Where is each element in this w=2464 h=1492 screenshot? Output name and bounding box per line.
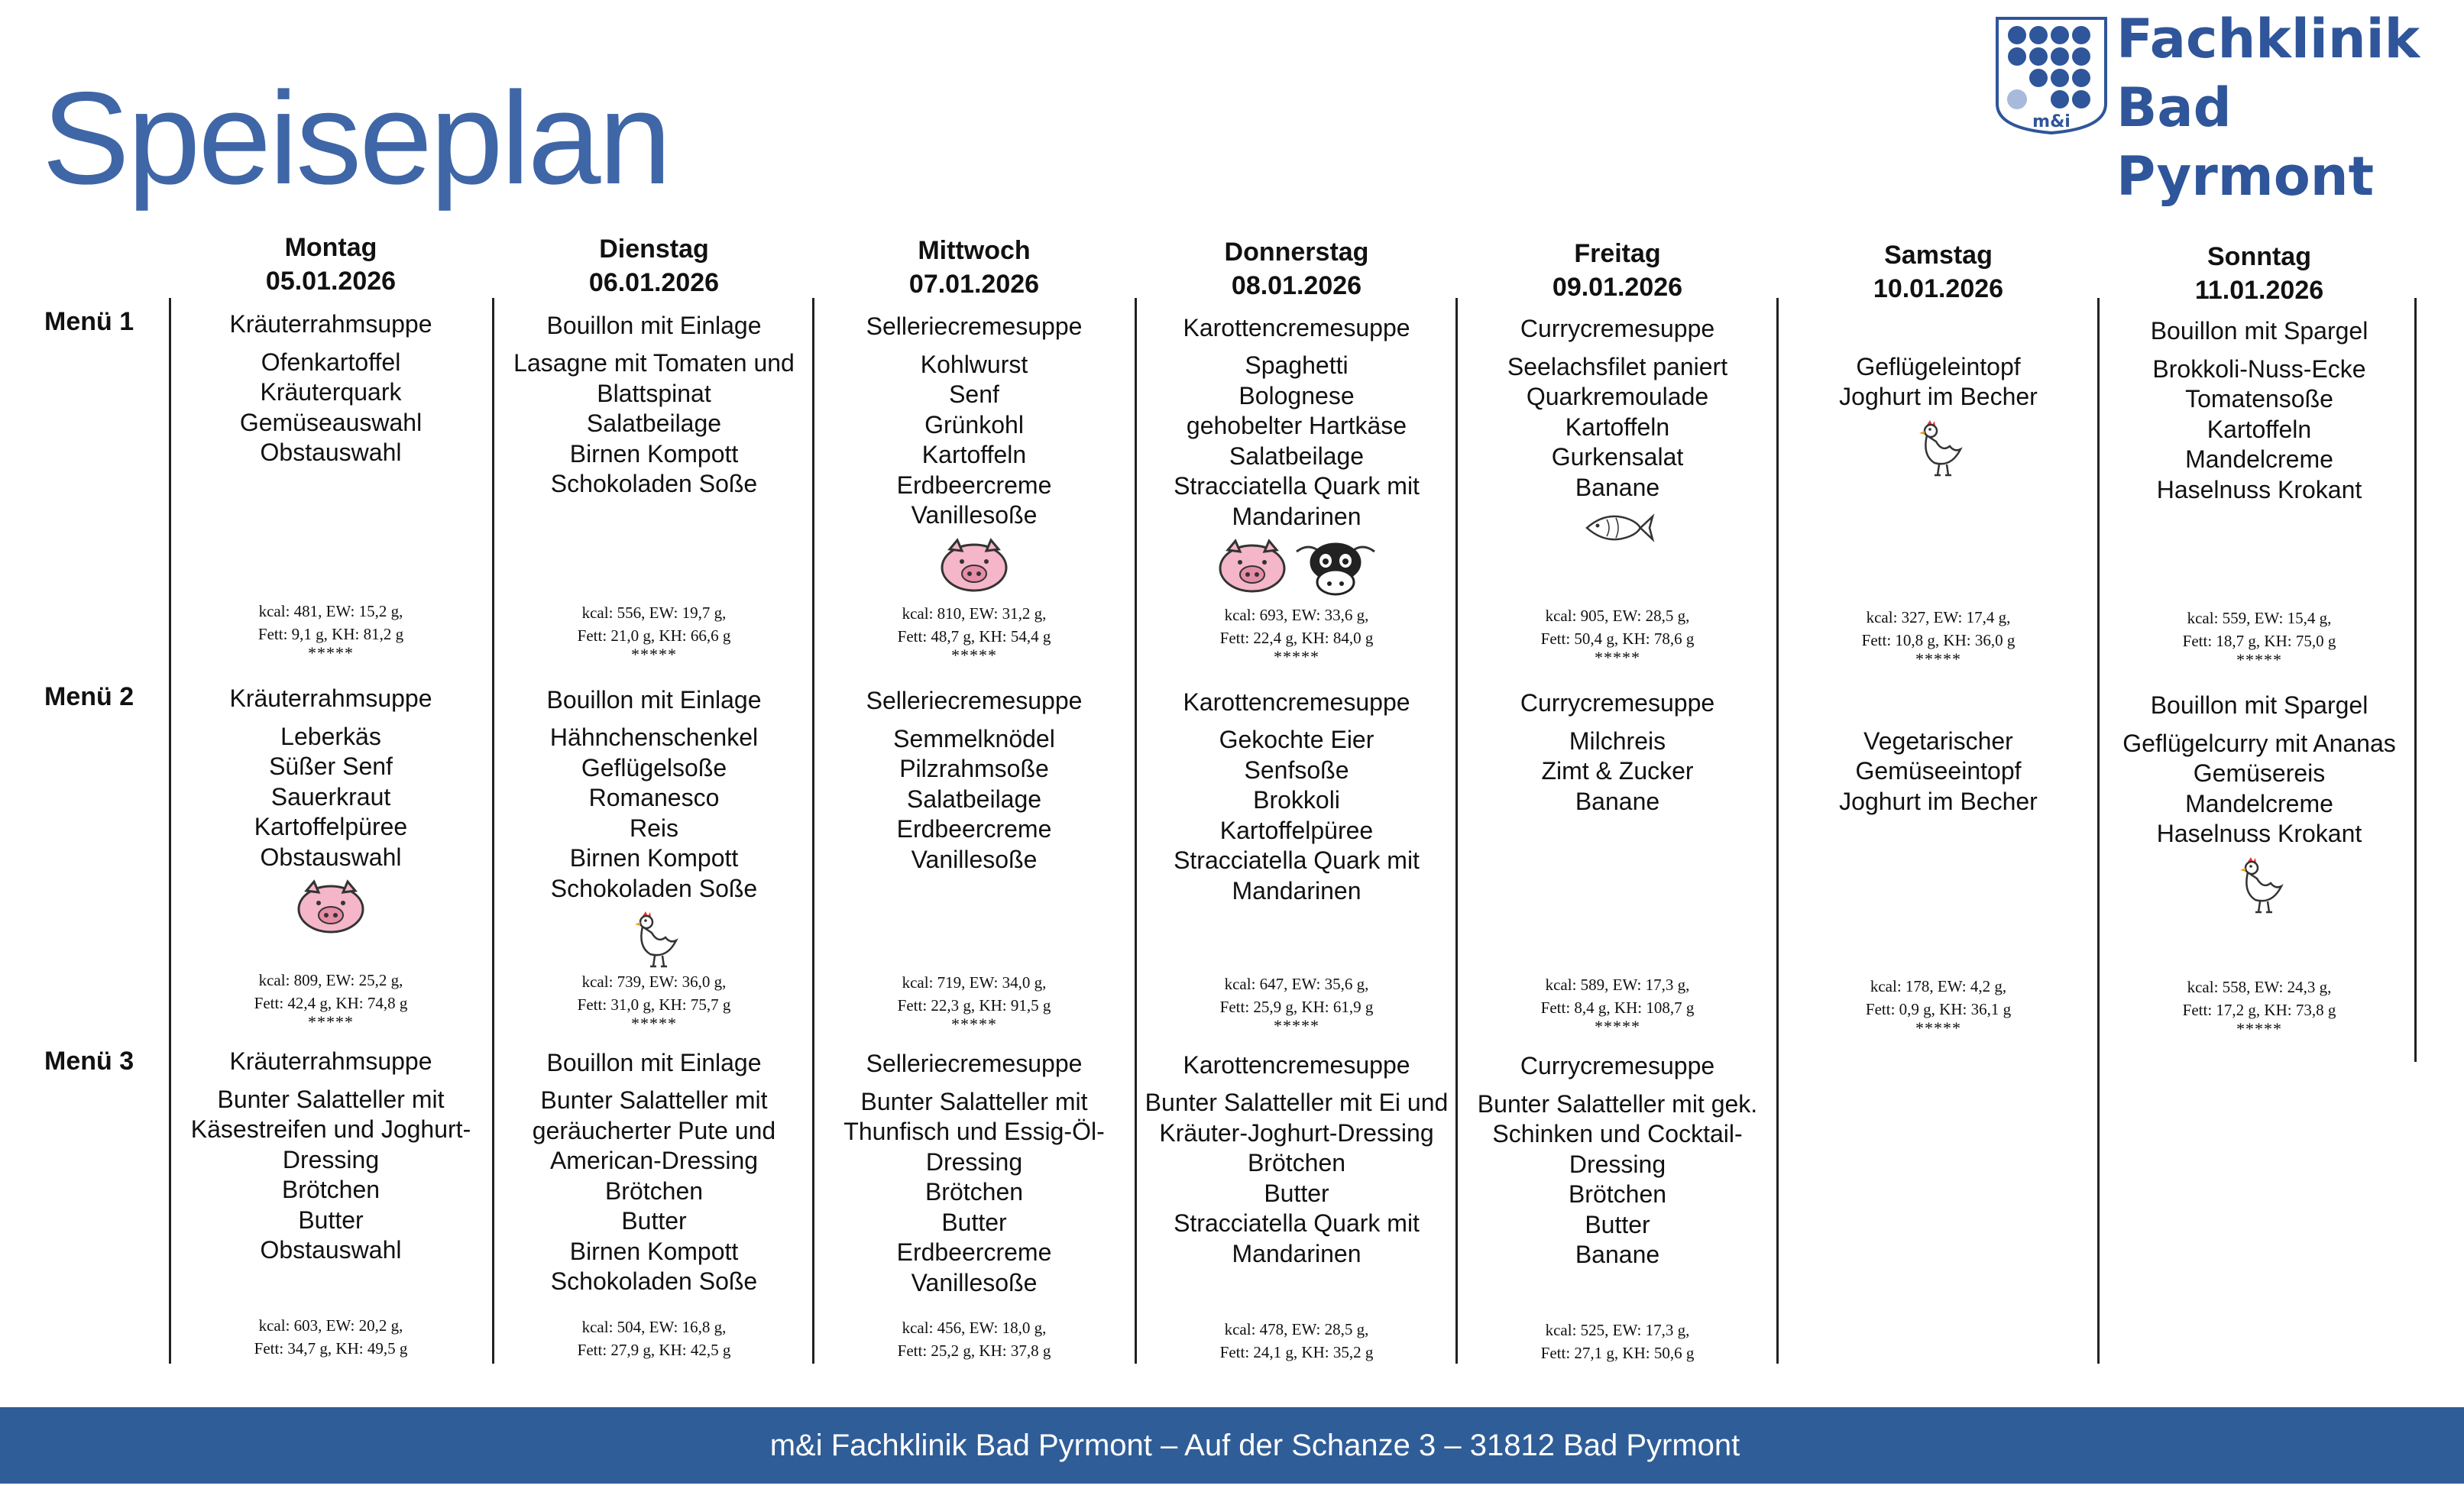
nutrition-info bbox=[494, 601, 814, 662]
menu-2-cell bbox=[814, 686, 1134, 875]
nutrition-info bbox=[171, 969, 491, 1030]
soup: Karottencremesuppe bbox=[1183, 688, 1410, 716]
dish-item: Birnen Kompott bbox=[569, 844, 739, 872]
dish-item: Mandelcreme bbox=[2185, 789, 2333, 817]
day-name: Sonntag bbox=[2207, 242, 2311, 271]
dish-item: Kohlwurst bbox=[920, 350, 1028, 378]
dish-item: Milchreis bbox=[1569, 727, 1666, 755]
dish-item: Kräuterquark bbox=[260, 378, 402, 406]
dish-item: Sauerkraut bbox=[270, 782, 391, 811]
rating-stars: ***** bbox=[1595, 1017, 1640, 1036]
soup: Kräuterrahmsuppe bbox=[229, 685, 432, 712]
dish-item: American-Dressing bbox=[549, 1147, 759, 1174]
nutrition-line-2: Fett: 21,0 g, KH: 66,6 g bbox=[577, 626, 731, 645]
nutrition-line-2: Fett: 22,4 g, KH: 84,0 g bbox=[1219, 628, 1374, 647]
soup: Kräuterrahmsuppe bbox=[229, 1047, 432, 1075]
nutrition-line-1: kcal: 481, EW: 15,2 g, bbox=[258, 602, 403, 620]
rating-stars: ***** bbox=[1595, 648, 1640, 667]
dish-item: Brötchen bbox=[604, 1176, 704, 1205]
dish-item: Erdbeercreme bbox=[896, 815, 1052, 843]
dish-item: gehobelter Hartkäse bbox=[1186, 412, 1407, 439]
day-name: Freitag bbox=[1574, 239, 1661, 268]
logo-dots-icon bbox=[1994, 14, 2109, 136]
dish-item: Hähnchenschenkel bbox=[549, 723, 759, 751]
svg-text:m&i: m&i bbox=[2032, 112, 2071, 131]
nutrition-line-2: Fett: 17,2 g, KH: 73,8 g bbox=[2182, 1001, 2336, 1019]
dish-item: Geflügelcurry mit Ananas bbox=[2122, 729, 2396, 757]
nutrition-info bbox=[1779, 606, 2098, 667]
dish-item: Stracciatella Quark mit bbox=[1174, 846, 1420, 874]
nutrition-line-2: Fett: 31,0 g, KH: 75,7 g bbox=[577, 995, 731, 1014]
dish-item: Bunter Salatteller mit Ei und bbox=[1145, 1089, 1449, 1116]
dish-item: Leberkäs bbox=[280, 722, 381, 750]
rating-stars: ***** bbox=[1915, 649, 1961, 668]
rating-stars: ***** bbox=[1915, 1018, 1961, 1037]
dish-item: Brötchen bbox=[924, 1178, 1024, 1206]
nutrition-line-1: kcal: 589, EW: 17,3 g, bbox=[1545, 976, 1690, 994]
dish-item: Senf bbox=[949, 380, 999, 408]
dish-item: Vanillesoße bbox=[911, 501, 1038, 529]
dish-item: Obstauswahl bbox=[260, 1236, 402, 1264]
pig-icon bbox=[1216, 538, 1289, 607]
dish-item: Vanillesoße bbox=[911, 845, 1038, 873]
dish-item: Spaghetti bbox=[1245, 351, 1349, 379]
nutrition-line-1: kcal: 809, EW: 25,2 g, bbox=[258, 971, 403, 989]
dish-item: Mandarinen bbox=[1232, 502, 1362, 530]
soup: Selleriecremesuppe bbox=[866, 312, 1083, 340]
food-icons bbox=[171, 879, 491, 944]
nutrition-line-1: kcal: 810, EW: 31,2 g, bbox=[902, 604, 1047, 623]
clinic-name-line1: Fachklinik bbox=[2116, 8, 2420, 70]
nutrition-line-1: kcal: 478, EW: 28,5 g, bbox=[1224, 1319, 1369, 1338]
nutrition-line-1: kcal: 525, EW: 17,3 g, bbox=[1545, 1321, 1690, 1339]
dish-item: Mandelcreme bbox=[2185, 445, 2333, 473]
menu-2-cell bbox=[1779, 727, 2098, 817]
nutrition-line-1: kcal: 693, EW: 33,6 g, bbox=[1224, 605, 1369, 624]
dish-item: Semmelknödel bbox=[893, 724, 1055, 752]
footer-text: m&i Fachklinik Bad Pyrmont – Auf der Schanze 3 – 31812 Bad Pyrmont bbox=[769, 1429, 1740, 1462]
nutrition-line-1: kcal: 905, EW: 28,5 g, bbox=[1545, 607, 1690, 625]
nutrition-line-1: kcal: 558, EW: 24,3 g, bbox=[2187, 978, 2332, 996]
dish-item: Birnen Kompott bbox=[569, 439, 739, 468]
dish-item: Tomatensoße bbox=[2185, 385, 2333, 413]
dish-item: Bunter Salatteller mit gek. bbox=[1477, 1089, 1758, 1118]
dish-item: Bolognese bbox=[1238, 381, 1355, 409]
dish-item: Schokoladen Soße bbox=[550, 470, 758, 497]
nutrition-line-2: Fett: 8,4 g, KH: 108,7 g bbox=[1540, 998, 1695, 1017]
menu-1-cell bbox=[1779, 352, 2098, 487]
day-header-mittwoch bbox=[814, 234, 1134, 301]
pig-icon bbox=[937, 537, 1011, 603]
day-date: 05.01.2026 bbox=[265, 267, 397, 296]
fish-icon bbox=[1579, 509, 1656, 555]
menu-2-cell bbox=[1137, 688, 1456, 907]
dish-item: Kartoffeln bbox=[1565, 413, 1670, 441]
dish-item: Bunter Salatteller mit bbox=[860, 1087, 1088, 1115]
menu-2-label: Menü 2 bbox=[44, 682, 134, 711]
rating-stars: ***** bbox=[2236, 650, 2282, 669]
day-header-dienstag bbox=[494, 232, 814, 299]
dish-item: Seelachsfilet paniert bbox=[1507, 352, 1728, 380]
dish-item: Stracciatella Quark mit bbox=[1174, 1209, 1420, 1237]
nutrition-line-1: kcal: 559, EW: 15,4 g, bbox=[2187, 609, 2332, 627]
menu-1-cell bbox=[1137, 313, 1456, 607]
chicken-icon bbox=[627, 910, 681, 979]
dish-item: Birnen Kompott bbox=[569, 1237, 739, 1265]
menu-1-label: Menü 1 bbox=[44, 307, 134, 336]
dish-item: Vegetarischer bbox=[1863, 727, 2013, 755]
nutrition-info bbox=[2100, 607, 2419, 668]
clinic-name bbox=[2116, 5, 2464, 211]
menu-1-cell bbox=[1458, 314, 1777, 555]
day-date: 10.01.2026 bbox=[1873, 274, 2004, 303]
dish-item: Brokkoli-Nuss-Ecke bbox=[2152, 354, 2366, 383]
soup: Selleriecremesuppe bbox=[866, 1050, 1083, 1077]
nutrition-line-1: kcal: 647, EW: 35,6 g, bbox=[1224, 974, 1369, 993]
dish-item: Butter bbox=[941, 1208, 1007, 1236]
menu-3-cell bbox=[1458, 1051, 1777, 1270]
nutrition-info bbox=[1779, 975, 2098, 1036]
dish-item: Grünkohl bbox=[924, 410, 1024, 439]
nutrition-info bbox=[494, 970, 814, 1031]
day-name: Dienstag bbox=[599, 235, 709, 264]
menu-3-cell bbox=[171, 1047, 491, 1266]
nutrition-line-2: Fett: 25,9 g, KH: 61,9 g bbox=[1219, 997, 1374, 1016]
dish-item: Senfsoße bbox=[1244, 756, 1349, 784]
dish-item: Schinken und Cocktail- bbox=[1492, 1120, 1743, 1147]
nutrition-line-2: Fett: 10,8 g, KH: 36,0 g bbox=[1861, 630, 2016, 649]
day-header-sonntag bbox=[2100, 240, 2419, 307]
dish-item: Schokoladen Soße bbox=[550, 1267, 758, 1295]
nutrition-info bbox=[814, 602, 1134, 663]
rating-stars: ***** bbox=[631, 644, 677, 664]
dish-item: Geflügelsoße bbox=[581, 753, 727, 782]
dish-item: Banane bbox=[1575, 473, 1660, 501]
dish-item: Kartoffelpüree bbox=[1219, 816, 1374, 844]
menu-1-cell bbox=[171, 309, 491, 468]
rating-stars: ***** bbox=[631, 1013, 677, 1033]
dish-item: Salatbeilage bbox=[586, 409, 722, 437]
soup: Bouillon mit Einlage bbox=[546, 685, 762, 714]
day-name: Mittwoch bbox=[918, 236, 1031, 265]
rating-stars: ***** bbox=[1274, 646, 1319, 666]
food-icons bbox=[814, 537, 1134, 603]
day-date: 07.01.2026 bbox=[908, 270, 1040, 299]
menu-3-label: Menü 3 bbox=[44, 1047, 134, 1076]
nutrition-info bbox=[1137, 973, 1456, 1034]
nutrition-info bbox=[1458, 604, 1777, 665]
dish-item: Kartoffelpüree bbox=[254, 813, 408, 840]
nutrition-line-1: kcal: 739, EW: 36,0 g, bbox=[581, 972, 727, 991]
dish-item: Geflügeleintopf bbox=[1856, 352, 2021, 380]
nutrition-info bbox=[171, 1314, 491, 1360]
soup: Currycremesuppe bbox=[1520, 689, 1715, 717]
dish-item: Mandarinen bbox=[1232, 1239, 1362, 1267]
dish-item: Butter bbox=[298, 1206, 364, 1234]
dish-item: Haselnuss Krokant bbox=[2156, 820, 2362, 847]
nutrition-info bbox=[494, 1316, 814, 1361]
dish-item: Bunter Salatteller mit bbox=[540, 1086, 768, 1114]
dish-item: Reis bbox=[629, 814, 678, 842]
dish-item: Dressing bbox=[1569, 1150, 1666, 1178]
nutrition-line-1: kcal: 603, EW: 20,2 g, bbox=[258, 1316, 403, 1335]
soup: Kräuterrahmsuppe bbox=[229, 310, 432, 338]
nutrition-line-2: Fett: 48,7 g, KH: 54,4 g bbox=[897, 627, 1051, 646]
dish-item: Salatbeilage bbox=[906, 785, 1042, 813]
footer-address bbox=[0, 1407, 2464, 1484]
dish-item: Dressing bbox=[282, 1145, 380, 1173]
dish-item: Süßer Senf bbox=[269, 752, 393, 780]
menu-2-cell bbox=[171, 684, 491, 944]
dish-item: Gekochte Eier bbox=[1219, 726, 1374, 753]
dish-item: Kartoffeln bbox=[921, 441, 1027, 468]
day-date: 06.01.2026 bbox=[588, 268, 720, 297]
rating-stars: ***** bbox=[951, 1015, 997, 1034]
nutrition-line-1: kcal: 327, EW: 17,4 g, bbox=[1866, 607, 2011, 626]
nutrition-line-1: kcal: 504, EW: 16,8 g, bbox=[581, 1317, 727, 1336]
dish-item: Lasagne mit Tomaten und bbox=[513, 349, 795, 377]
day-header-samstag bbox=[1779, 238, 2098, 306]
nutrition-line-1: kcal: 178, EW: 4,2 g, bbox=[1870, 976, 2007, 995]
nutrition-line-2: Fett: 27,1 g, KH: 50,6 g bbox=[1540, 1344, 1695, 1362]
chicken-icon bbox=[1912, 419, 1965, 487]
dish-item: Obstauswahl bbox=[260, 439, 402, 466]
rating-stars: ***** bbox=[2236, 1019, 2282, 1038]
nutrition-line-2: Fett: 34,7 g, KH: 49,5 g bbox=[254, 1339, 408, 1358]
dish-item: Joghurt im Becher bbox=[1839, 787, 2038, 815]
cow-icon bbox=[1294, 538, 1378, 607]
day-date: 08.01.2026 bbox=[1231, 271, 1362, 300]
day-name: Donnerstag bbox=[1224, 238, 1369, 267]
nutrition-line-2: Fett: 42,4 g, KH: 74,8 g bbox=[254, 994, 408, 1012]
nutrition-line-2: Fett: 9,1 g, KH: 81,2 g bbox=[257, 625, 404, 643]
dish-item: Mandarinen bbox=[1232, 876, 1362, 905]
pig-icon bbox=[294, 879, 367, 944]
dish-item: Romanesco bbox=[588, 784, 720, 811]
menu-1-cell bbox=[494, 311, 814, 500]
dish-item: Bunter Salatteller mit bbox=[217, 1085, 445, 1113]
dish-item: Obstauswahl bbox=[260, 843, 402, 871]
soup: Currycremesuppe bbox=[1520, 315, 1715, 342]
soup: Karottencremesuppe bbox=[1183, 313, 1410, 341]
dish-item: Gurkensalat bbox=[1551, 443, 1684, 471]
menu-2-cell bbox=[2100, 691, 2419, 924]
day-header-montag bbox=[171, 231, 491, 298]
nutrition-line-2: Fett: 22,3 g, KH: 91,5 g bbox=[897, 996, 1051, 1015]
nutrition-line-1: kcal: 719, EW: 34,0 g, bbox=[902, 973, 1047, 992]
dish-item: Blattspinat bbox=[597, 379, 711, 407]
nutrition-info bbox=[171, 600, 491, 661]
chicken-icon bbox=[2232, 856, 2286, 924]
dish-item: Banane bbox=[1575, 1241, 1660, 1268]
day-name: Samstag bbox=[1884, 241, 1993, 270]
nutrition-line-2: Fett: 25,2 g, KH: 37,8 g bbox=[897, 1342, 1051, 1360]
dish-item: Erdbeercreme bbox=[896, 1238, 1052, 1266]
soup: Selleriecremesuppe bbox=[866, 687, 1083, 714]
dish-item: Pilzrahmsoße bbox=[899, 755, 1049, 782]
menu-2-cell bbox=[1458, 688, 1777, 817]
nutrition-line-2: Fett: 18,7 g, KH: 75,0 g bbox=[2182, 632, 2336, 650]
menu-3-cell bbox=[1137, 1050, 1456, 1270]
nutrition-info bbox=[1458, 973, 1777, 1034]
soup: Bouillon mit Einlage bbox=[546, 311, 762, 339]
dish-item: Quarkremoulade bbox=[1526, 383, 1709, 410]
dish-item: Kartoffeln bbox=[2207, 415, 2312, 443]
nutrition-line-2: Fett: 24,1 g, KH: 35,2 g bbox=[1219, 1342, 1374, 1361]
clinic-name-line2: Bad Pyrmont bbox=[2116, 76, 2375, 208]
nutrition-info bbox=[1137, 604, 1456, 665]
dish-item: Banane bbox=[1575, 787, 1660, 815]
dish-item: Butter bbox=[621, 1207, 687, 1235]
dish-item: Stracciatella Quark mit bbox=[1174, 472, 1420, 500]
nutrition-info bbox=[1458, 1319, 1777, 1364]
nutrition-line-1: kcal: 556, EW: 19,7 g, bbox=[581, 603, 727, 622]
rating-stars: ***** bbox=[308, 1012, 354, 1031]
food-icons bbox=[2100, 856, 2419, 924]
dish-item: Brötchen bbox=[1568, 1180, 1667, 1208]
dish-item: Gemüseauswahl bbox=[239, 408, 423, 436]
nutrition-info bbox=[1137, 1318, 1456, 1364]
dish-item: Käsestreifen und Joghurt- bbox=[190, 1115, 471, 1143]
dish-item: Schokoladen Soße bbox=[550, 874, 758, 902]
day-date: 09.01.2026 bbox=[1552, 273, 1683, 302]
food-icons bbox=[1779, 419, 2098, 487]
dish-item: Erdbeercreme bbox=[896, 471, 1052, 499]
dish-item: Joghurt im Becher bbox=[1839, 383, 2038, 410]
menu-3-cell bbox=[814, 1049, 1134, 1298]
menu-2-cell bbox=[494, 685, 814, 979]
food-icons bbox=[1137, 538, 1456, 607]
dish-item: Gemüseeintopf bbox=[1855, 757, 2022, 785]
dish-item: Brötchen bbox=[281, 1176, 380, 1203]
rating-stars: ***** bbox=[308, 643, 354, 662]
menu-1-cell bbox=[814, 312, 1134, 602]
dish-item: Vanillesoße bbox=[911, 1268, 1038, 1296]
dish-item: Haselnuss Krokant bbox=[2156, 475, 2362, 503]
nutrition-info bbox=[814, 1316, 1134, 1362]
nutrition-line-1: kcal: 456, EW: 18,0 g, bbox=[902, 1319, 1047, 1337]
dish-item: Dressing bbox=[925, 1147, 1023, 1176]
menu-3-cell bbox=[494, 1048, 814, 1297]
nutrition-info bbox=[2100, 976, 2419, 1037]
dish-item: Butter bbox=[1264, 1179, 1329, 1207]
dish-item: Zimt & Zucker bbox=[1541, 757, 1694, 785]
dish-item: Brokkoli bbox=[1253, 786, 1340, 814]
dish-item: Salatbeilage bbox=[1229, 442, 1365, 470]
soup: Bouillon mit Einlage bbox=[546, 1048, 762, 1076]
food-icons bbox=[494, 910, 814, 979]
dish-item: Kräuter-Joghurt-Dressing bbox=[1159, 1118, 1434, 1147]
rating-stars: ***** bbox=[1274, 1015, 1319, 1035]
rating-stars: ***** bbox=[951, 646, 997, 665]
soup: Karottencremesuppe bbox=[1183, 1050, 1410, 1079]
nutrition-info bbox=[814, 971, 1134, 1032]
dish-item: Butter bbox=[1585, 1210, 1650, 1238]
dish-item: Gemüsereis bbox=[2193, 759, 2326, 787]
soup: Currycremesuppe bbox=[1520, 1052, 1715, 1079]
food-icons bbox=[1458, 509, 1777, 555]
nutrition-line-2: Fett: 50,4 g, KH: 78,6 g bbox=[1540, 629, 1695, 648]
dish-item: Brötchen bbox=[1247, 1149, 1346, 1176]
dish-item: Ofenkartoffel bbox=[261, 348, 401, 376]
menu-1-cell bbox=[2100, 316, 2419, 505]
day-header-freitag bbox=[1458, 237, 1777, 304]
dish-item: geräucherter Pute und bbox=[532, 1116, 776, 1144]
page-title: Speiseplan bbox=[42, 65, 670, 212]
dish-item: Thunfisch und Essig-Öl- bbox=[843, 1118, 1105, 1145]
soup: Bouillon mit Spargel bbox=[2150, 317, 2368, 345]
day-name: Montag bbox=[284, 233, 377, 262]
nutrition-line-2: Fett: 0,9 g, KH: 36,1 g bbox=[1865, 999, 2012, 1018]
day-date: 11.01.2026 bbox=[2194, 276, 2324, 305]
nutrition-line-2: Fett: 27,9 g, KH: 42,5 g bbox=[577, 1340, 731, 1359]
day-header-donnerstag bbox=[1137, 235, 1456, 303]
soup: Bouillon mit Spargel bbox=[2150, 691, 2368, 719]
